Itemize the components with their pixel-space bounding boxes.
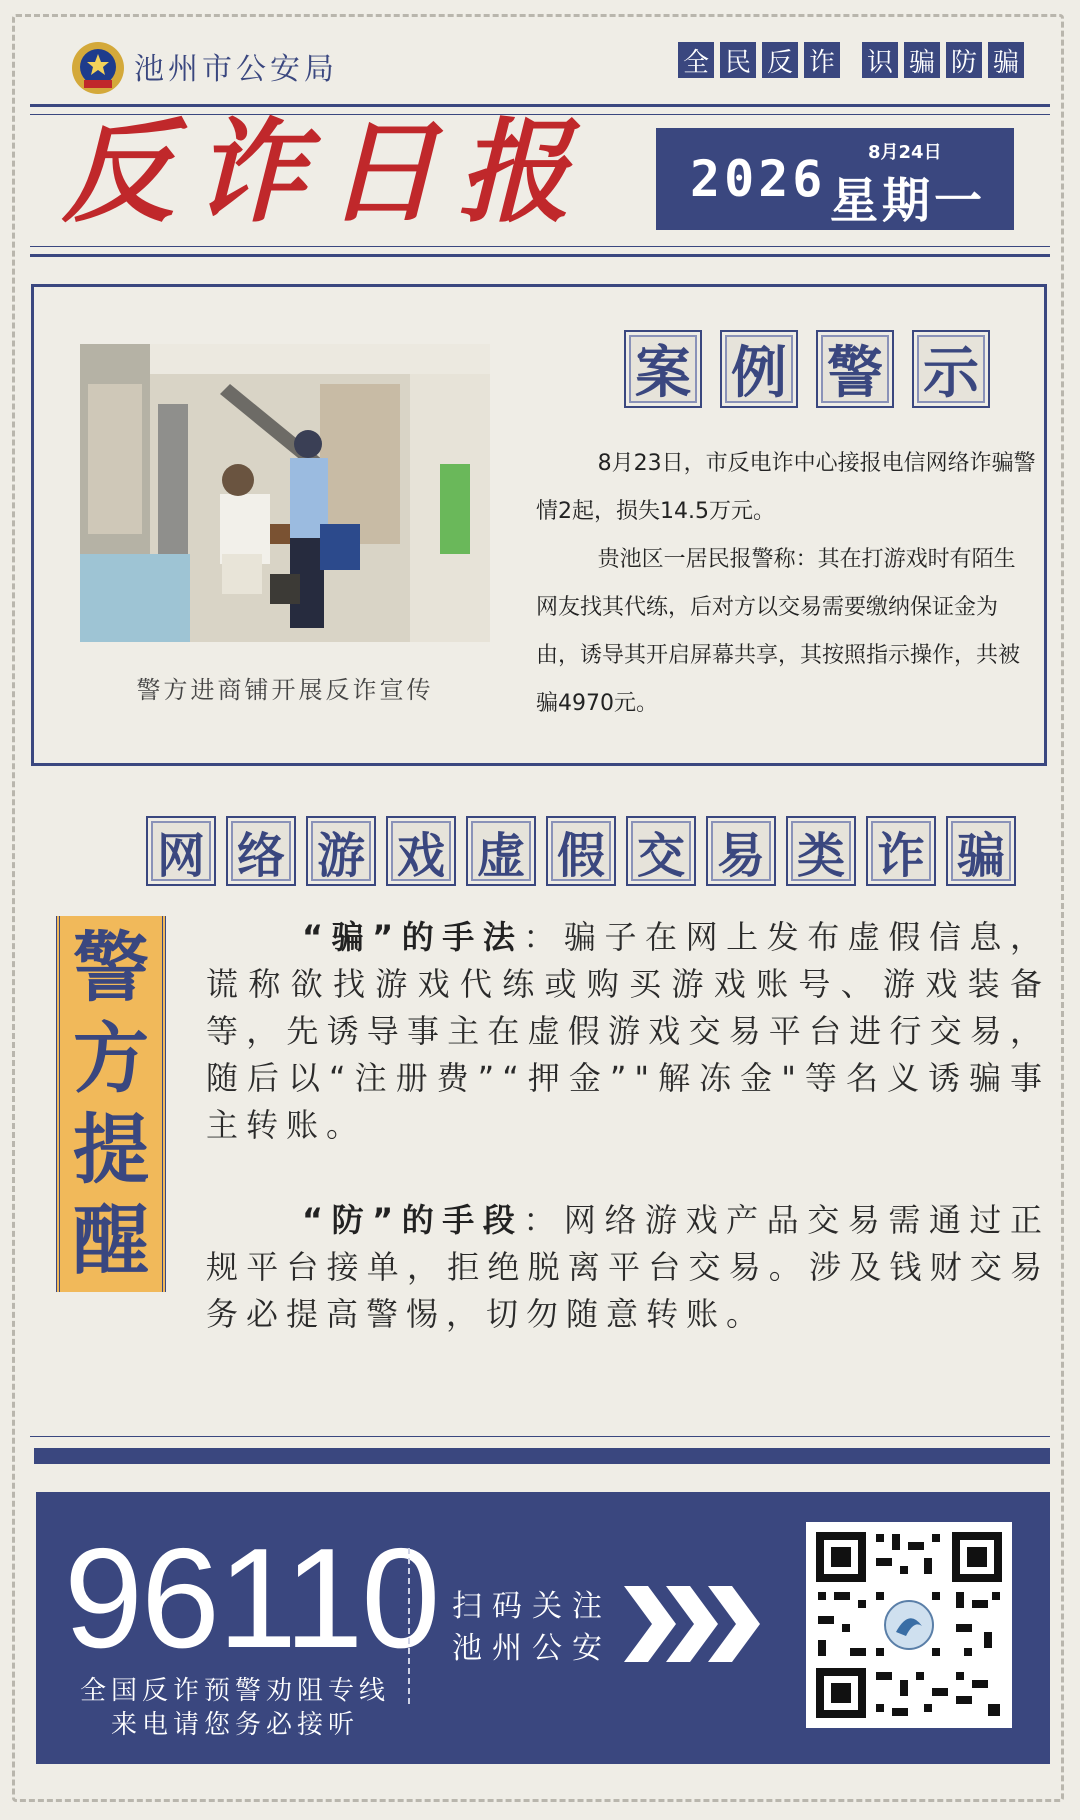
reminder-char: 警 bbox=[73, 922, 149, 1012]
section-title-char: 假 bbox=[546, 816, 616, 886]
section-title-char: 类 bbox=[786, 816, 856, 886]
reminder-text bbox=[206, 914, 1050, 1386]
header-rule-bottom-thin bbox=[30, 246, 1050, 247]
footer-rule-thick bbox=[34, 1448, 1050, 1464]
footer-divider bbox=[408, 1548, 410, 1704]
defense-text: ：网络游戏产品交易需通过正规平台接单，拒绝脱离平台交易。涉及钱财交易务必提高警惕，切勿随意转账。 bbox=[206, 1201, 1050, 1333]
reminder-char: 醒 bbox=[73, 1195, 149, 1285]
defense-paragraph bbox=[206, 1197, 1050, 1338]
section-title-char: 易 bbox=[706, 816, 776, 886]
slogan-tag-2 bbox=[862, 42, 1024, 80]
case-para-1: 8月23日，市反电诈中心接报电信网络诈骗警情2起，损失14.5万元。 bbox=[536, 451, 1036, 524]
agency-name: 池州市公安局 bbox=[134, 52, 338, 87]
slogan-char: 识 bbox=[862, 42, 898, 78]
case-title-char: 案 bbox=[624, 330, 702, 408]
date-year: 2026 bbox=[690, 150, 827, 208]
section-title bbox=[146, 816, 1016, 886]
slogan-char: 反 bbox=[762, 42, 798, 78]
date-box bbox=[656, 128, 1014, 230]
case-title-char: 警 bbox=[816, 330, 894, 408]
section-title-char: 骗 bbox=[946, 816, 1016, 886]
section-title-char: 戏 bbox=[386, 816, 456, 886]
method-paragraph bbox=[206, 914, 1050, 1149]
scan-line-1: 扫码关注 bbox=[452, 1589, 612, 1624]
slogan-char: 全 bbox=[678, 42, 714, 78]
hotline-number: 96110 bbox=[64, 1519, 439, 1678]
case-title-char: 示 bbox=[912, 330, 990, 408]
section-title-char: 交 bbox=[626, 816, 696, 886]
date-month-day: 8月24日 bbox=[868, 142, 942, 163]
scan-line-2: 池州公安 bbox=[452, 1631, 612, 1666]
section-title-char: 络 bbox=[226, 816, 296, 886]
slogan-char: 骗 bbox=[904, 42, 940, 78]
slogan-tag-1 bbox=[678, 42, 840, 80]
scan-text bbox=[452, 1586, 612, 1670]
police-shop-photo bbox=[80, 344, 490, 642]
police-reminder-banner bbox=[56, 916, 166, 1292]
hotline-line-2: 来电请您务必接听 bbox=[110, 1710, 359, 1740]
method-text: ：骗子在网上发布虚假信息，谎称欲找游戏代练或购买游戏账号、游戏装备等，先诱导事主在虚假游戏交易平台进行交易，随后以“注册费”“押金”"解冻金"等名义诱骗事主转账。 bbox=[206, 918, 1050, 1144]
police-badge-icon bbox=[70, 40, 126, 96]
section-title-char: 诈 bbox=[866, 816, 936, 886]
footer-rule-thin bbox=[30, 1436, 1050, 1437]
date-weekday: 星期一 bbox=[830, 173, 987, 229]
section-title-char: 游 bbox=[306, 816, 376, 886]
case-title-char: 例 bbox=[720, 330, 798, 408]
case-text bbox=[536, 440, 1036, 728]
case-para-2: 贵池区一居民报警称：其在打游戏时有陌生网友找其代练，后对方以交易需要缴纳保证金为由，诱导其开启屏幕共享，其按照指示操作，共被骗4970元。 bbox=[536, 547, 1021, 716]
slogan-char: 诈 bbox=[804, 42, 840, 78]
section-title-char: 虚 bbox=[466, 816, 536, 886]
defense-label: “防”的手段 bbox=[302, 1201, 524, 1239]
method-label: “骗”的手法 bbox=[302, 918, 524, 956]
reminder-char: 提 bbox=[73, 1104, 149, 1194]
reminder-char: 方 bbox=[73, 1013, 149, 1103]
slogan-char: 防 bbox=[946, 42, 982, 78]
slogan-char: 民 bbox=[720, 42, 756, 78]
hotline-line-1: 全国反诈预警劝阻专线 bbox=[79, 1676, 390, 1706]
slogan-char: 骗 bbox=[988, 42, 1024, 78]
case-title bbox=[624, 330, 990, 408]
masthead-title: 反诈日报 bbox=[62, 107, 590, 238]
photo-caption: 警方进商铺开展反诈宣传 bbox=[136, 676, 434, 704]
qr-code-icon[interactable] bbox=[806, 1522, 1012, 1728]
section-title-char: 网 bbox=[146, 816, 216, 886]
chevron-right-icon bbox=[624, 1586, 764, 1662]
header-rule-bottom bbox=[30, 254, 1050, 257]
